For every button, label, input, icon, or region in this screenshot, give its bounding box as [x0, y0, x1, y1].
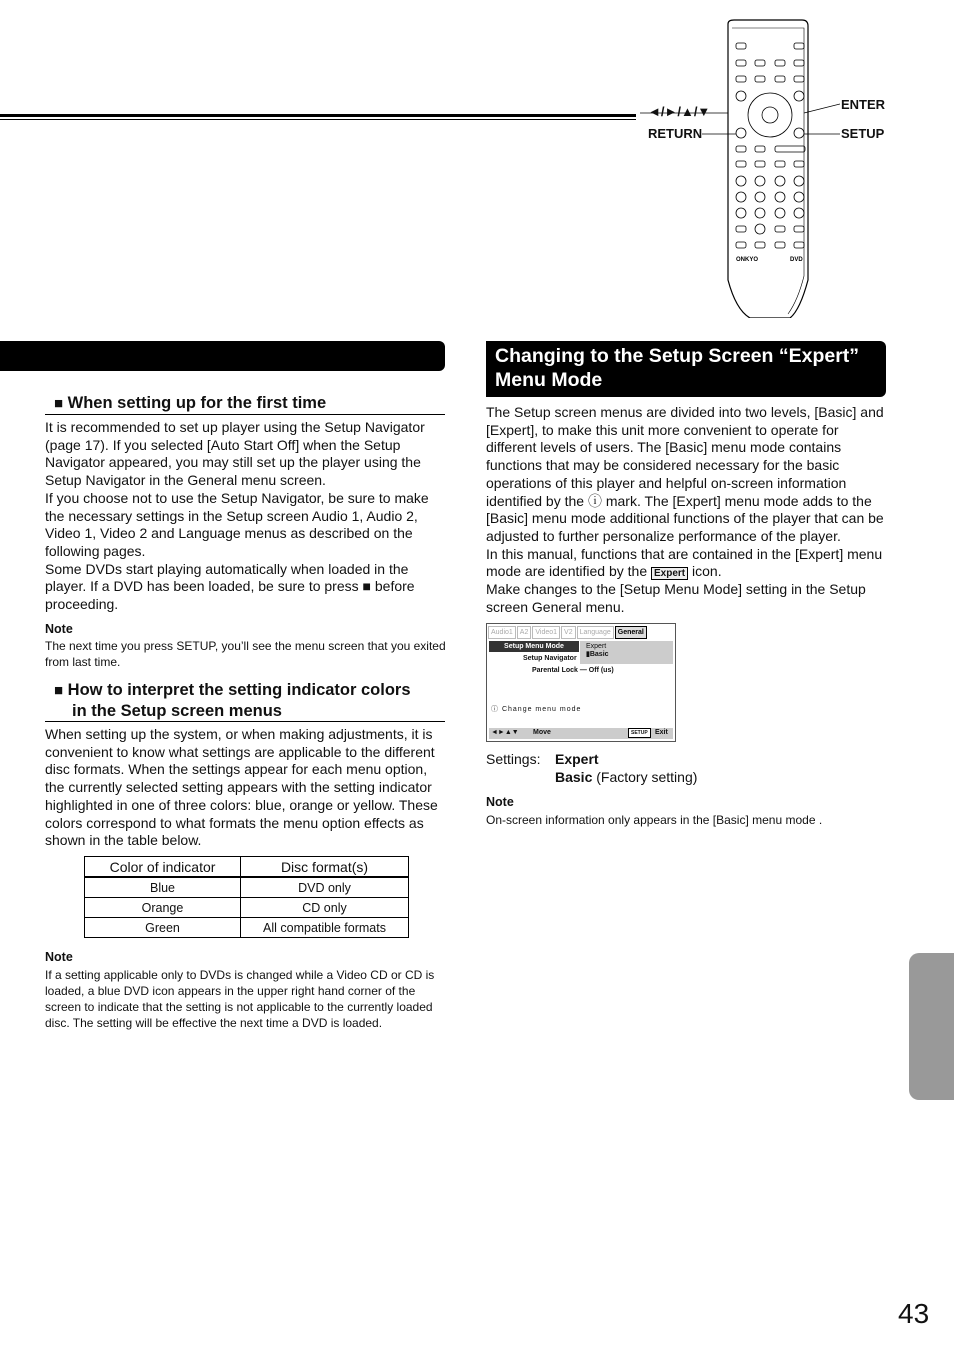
setup-navigator-item: Setup Navigator — [523, 655, 577, 662]
tab-v2: V2 — [561, 626, 576, 639]
title-line-2: Menu Mode — [495, 369, 603, 391]
screen-footer — [489, 728, 673, 739]
table-cell: All compatible formats — [241, 918, 409, 938]
arrow-keys-icon: ◄►▲▼ — [491, 729, 519, 736]
chapter-side-tab — [909, 953, 954, 1100]
menu-mode-options — [580, 641, 673, 664]
table-cell: CD only — [241, 898, 409, 918]
section1-paragraph: Some DVDs start playing automatically when loaded in the player. If a DVD has been loaded, be sure to press ■ before proceeding. — [45, 560, 415, 613]
setting-expert: Expert — [555, 751, 599, 767]
table-header-cell: Color of indicator — [85, 857, 241, 878]
remote-brand: ONKYO — [736, 257, 759, 263]
header-rule-thin — [0, 119, 636, 120]
right-note-text: On-screen information only appears in the [Basic] menu mode . — [486, 813, 823, 827]
left-section-bar — [0, 341, 445, 371]
tab-audio1: Audio1 — [488, 626, 516, 639]
table-cell: DVD only — [241, 877, 409, 898]
table-header-cell: Disc format(s) — [241, 857, 409, 878]
table-cell: Blue — [85, 877, 241, 898]
section1-note-title: Note — [45, 622, 73, 636]
right-body — [486, 404, 888, 616]
table-row — [85, 877, 409, 898]
setting-basic: Basic (Factory setting) — [555, 769, 698, 785]
settings-label: Settings: — [486, 751, 541, 767]
section2-note-text: If a setting applicable only to DVDs is changed while a Video CD or CD is loaded, a blue DVD icon appears in the upper right hand corner of the screen to indicate that the setting is not applicable to the currently loaded disc. The setting will be effective the next time a DVD is loaded. — [45, 968, 435, 1030]
right-section-title — [486, 341, 886, 397]
tab-a2: A2 — [517, 626, 532, 639]
setup-screen-illustration — [486, 623, 676, 742]
table-row — [85, 898, 409, 918]
exit-label: Exit — [655, 729, 668, 736]
expert-icon: Expert — [651, 567, 688, 580]
square-bullet-icon: ■ — [54, 682, 64, 699]
section1-paragraph: If you choose not to use the Setup Navigator, be sure to make the necessary settings in the Setup screen Audio 1, Audio 2, Video 1, Video 2 and Language menus as described on the following pages. — [45, 489, 429, 559]
section2-note-title: Note — [45, 950, 73, 964]
right-paragraph: In this manual, functions that are contained in the [Expert] menu mode are identified by the Expert icon. — [486, 545, 883, 580]
info-icon: ⓘ — [491, 706, 499, 713]
section1-paragraph: It is recommended to set up player using the Setup Navigator (page 17). If you selected [Auto Start Off] when the Setup Navigator appeared, you may still set up the player using the Setup Navigator in the General menu screen. — [45, 419, 425, 489]
remote-arrows-label: ◄/►/▲/▼ — [648, 104, 711, 119]
section1-heading: ■ When setting up for the first time — [54, 394, 327, 412]
tab-language: Language — [577, 626, 614, 639]
header-rule-thick — [0, 114, 636, 117]
square-bullet-icon: ■ — [54, 395, 64, 412]
table-cell: Green — [85, 918, 241, 938]
section2-body: When setting up the system, or when making adjustments, it is convenient to know what settings are applicable to the different disc formats. When the settings appear for each menu option, the currently selected setting appears with the setting indicator highlighted in one of three colors: blue, orange or yellow. These colors correspond to what formats the menu option effects as shown in the table below. — [45, 726, 438, 849]
right-paragraph: Make changes to the [Setup Menu Mode] setting in the Setup screen General menu. — [486, 581, 866, 615]
section2-rule — [45, 721, 445, 722]
section1-rule — [45, 414, 445, 415]
remote-enter-label: ENTER — [841, 97, 886, 112]
setup-key-icon: SETUP — [628, 728, 651, 738]
remote-return-label: RETURN — [648, 126, 703, 141]
section2-heading: ■ How to interpret the setting indicator colors in the Setup screen menus — [54, 681, 411, 720]
tab-video1: Video1 — [532, 626, 560, 639]
setup-tabs — [488, 626, 647, 639]
svg-text:DVD: DVD — [790, 257, 803, 263]
right-note-title: Note — [486, 795, 514, 809]
table-header-row — [85, 857, 409, 878]
section1-body — [45, 419, 447, 614]
move-label: Move — [533, 729, 551, 736]
table-cell: Orange — [85, 898, 241, 918]
page-number: 43 — [898, 1298, 930, 1329]
setup-menu-mode-item: Setup Menu Mode — [489, 641, 579, 652]
remote-setup-label: SETUP — [841, 126, 885, 141]
option-expert: Expert — [586, 643, 607, 650]
section1-note-text: The next time you press SETUP, you’ll see the menu screen that you exited from last time. — [45, 639, 446, 669]
tab-general: General — [615, 626, 647, 639]
table-row — [85, 918, 409, 938]
parental-lock-item: Parental Lock — Off (us) — [532, 667, 614, 674]
indicator-color-table — [84, 856, 409, 938]
title-line-1: Changing to the Setup Screen “Expert” — [495, 345, 860, 367]
info-line: ⓘ Change menu mode — [491, 706, 582, 713]
option-basic: ▮Basic — [586, 651, 609, 658]
remote-control-illustration — [640, 18, 840, 318]
right-paragraph: The Setup screen menus are divided into two levels, [Basic] and [Expert], to make this unit more convenient to operate for different levels of users. The [Basic] menu mode contains functions that may be considered necessary for the basic operations of this player and helpful on-screen information identified by the ⓘ mark. The [Expert] menu mode adds to the [Basic] menu mode additional functions of the player that can be adjusted to further personalize performance of the player. — [486, 404, 884, 544]
